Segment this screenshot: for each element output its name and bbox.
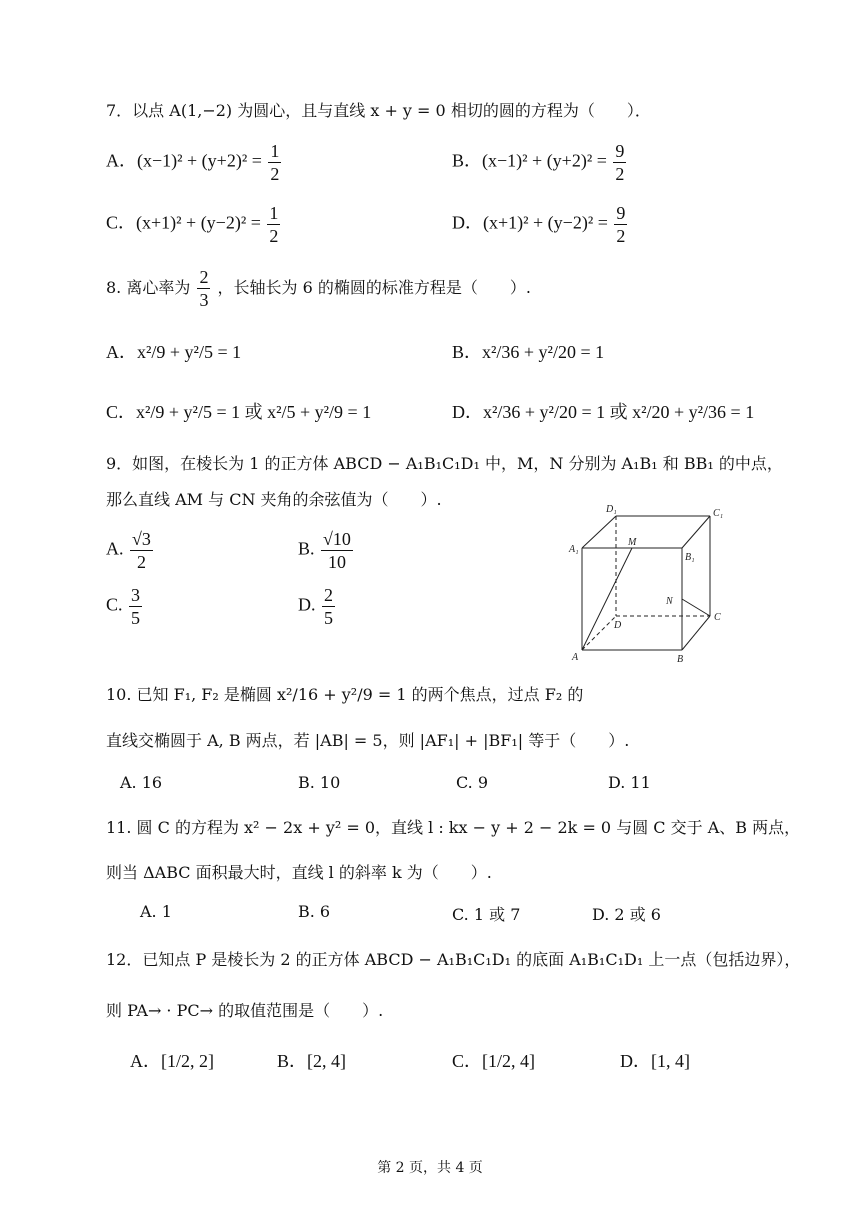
label-a: A: [572, 652, 579, 663]
q7-option-a: A．(x−1)² + (y+2)² = $\frac{1}{2}$: [106, 141, 280, 184]
q11-option-a: A. 1: [140, 902, 172, 921]
label-c1: C₁: [713, 508, 724, 519]
q8-stem: 8. 离心率为 $\frac{2}{3}$ ，长轴长为 6 的椭圆的标准方程是（ ）.: [106, 267, 531, 310]
q7-stem: 7．以点 A(1,−2) 为圆心，且与直线 x + y = 0 相切的圆的方程为（ ）．: [106, 101, 651, 120]
q10-option-c: C. 9: [456, 773, 489, 792]
q10-option-d: D. 11: [608, 773, 651, 792]
q11-option-c: C. 1 或 7: [452, 905, 521, 924]
q9-option-d: D. $\frac{2}{5}$: [298, 585, 333, 628]
q7-option-c: C．(x+1)² + (y−2)² = $\frac{1}{2}$: [106, 203, 279, 246]
page-footer: 第 2 页，共 4 页: [377, 1160, 483, 1176]
label-a1: A₁: [569, 544, 579, 555]
q8-option-d: D．x²/36 + y²/20 = 1 或 x²/20 + y²/36 = 1: [452, 402, 755, 422]
q9-option-b: B. $\frac{√10}{10}$: [298, 529, 351, 572]
cube-figure: [560, 500, 740, 670]
q10-stem-line2: 直线交椭圆于 A, B 两点，若 |AB| = 5，则 |AF₁| + |BF₁| 等于（ ）.: [106, 731, 630, 750]
q9-stem-line1: 9．如图，在棱长为 1 的正方体 ABCD − A₁B₁C₁D₁ 中，M，N 分别为 A₁B₁ 和 BB₁ 的中点，: [106, 454, 783, 473]
q8-option-a: A．x²/9 + y²/5 = 1: [106, 342, 242, 362]
q12-stem-line2: 则 PA→ · PC→ 的取值范围是（ ）.: [106, 1001, 384, 1020]
q12-option-b: B．[2, 4]: [277, 1051, 346, 1071]
q12-option-d: D．[1, 4]: [620, 1051, 690, 1071]
label-b: B: [677, 654, 684, 665]
q7-option-d-text: D．(x+1)² + (y−2)² =: [452, 212, 608, 233]
q7-option-b-text: B．(x−1)² + (y+2)² =: [452, 150, 607, 171]
q7-option-c-text: C．(x+1)² + (y−2)² =: [106, 212, 261, 233]
q7-option-a-text: A．(x−1)² + (y+2)² =: [106, 150, 262, 171]
q9-option-c: C. $\frac{3}{5}$: [106, 585, 141, 628]
label-m: M: [628, 537, 637, 548]
label-d: D: [614, 620, 622, 631]
q11-stem-line1: 11. 圆 C 的方程为 x² − 2x + y² = 0，直线 l : kx − y + 2 − 2k = 0 与圆 C 交于 A、B 两点，: [106, 818, 801, 837]
q7-option-d: D．(x+1)² + (y−2)² = $\frac{9}{2}$: [452, 203, 626, 246]
label-n: N: [666, 596, 673, 607]
q10-option-b: B. 10: [298, 773, 341, 792]
q12-stem-line1: 12．已知点 P 是棱长为 2 的正方体 ABCD − A₁B₁C₁D₁ 的底面 A₁B₁C₁D₁ 上一点（包括边界），: [106, 950, 801, 969]
q11-stem-line2: 则当 ΔABC 面积最大时，直线 l 的斜率 k 为（ ）.: [106, 863, 492, 882]
q9-option-a: A. $\frac{√3}{2}$: [106, 529, 151, 572]
q10-stem-line1: 10. 已知 F₁, F₂ 是椭圆 x²/16 + y²/9 = 1 的两个焦点，过点 F₂ 的: [106, 685, 584, 704]
q8-option-c: C．x²/9 + y²/5 = 1 或 x²/5 + y²/9 = 1: [106, 402, 372, 422]
q11-option-b: B. 6: [298, 902, 331, 921]
q11-option-d: D. 2 或 6: [592, 905, 661, 924]
q10-option-a: A. 16: [120, 773, 163, 792]
q7-option-b: B．(x−1)² + (y+2)² = $\frac{9}{2}$: [452, 141, 625, 184]
label-b1: B₁: [685, 552, 695, 563]
label-c: C: [714, 612, 721, 623]
label-d1: D₁: [606, 504, 617, 515]
q8-option-b: B．x²/36 + y²/20 = 1: [452, 342, 605, 362]
q12-option-c: C．[1/2, 4]: [452, 1051, 535, 1071]
q12-option-a: A．[1/2, 2]: [130, 1051, 214, 1071]
q9-stem-line2: 那么直线 AM 与 CN 夹角的余弦值为（ ）.: [106, 490, 442, 509]
